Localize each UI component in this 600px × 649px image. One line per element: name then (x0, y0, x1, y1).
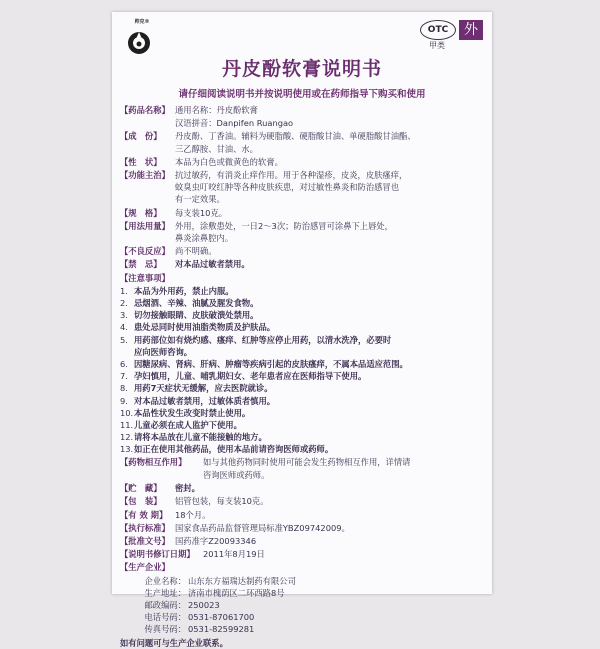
caution-text: 儿童必须在成人监护下使用。 (134, 420, 242, 431)
manufacturer-item (120, 623, 486, 635)
manufacturer-item (120, 575, 486, 587)
caution-item (120, 419, 486, 431)
manufacturer-heading: 【生产企业】 (120, 562, 170, 573)
caution-text: 对本品过敏者禁用，过敏体质者慎用。 (134, 395, 276, 406)
manufacturer-field-value: 0531-87061700 (188, 612, 255, 623)
caution-number: 11. (120, 420, 134, 431)
caution-text: 因糖尿病、肾病、肝病、肿瘤等疾病引起的皮肤瘙痒，不属本品适应范围。 (134, 359, 408, 370)
contact-footer: 如有问题可与生产企业联系。 (120, 637, 228, 648)
caution-number: 3. (120, 310, 128, 321)
caution-number: 7. (120, 371, 128, 382)
otc-class-label: 甲类 (429, 41, 445, 50)
caution-item (120, 297, 486, 309)
manufacturer-item (120, 599, 486, 611)
caution-item (120, 431, 486, 443)
cautions-list (120, 285, 486, 456)
usage-label: 【用法用量】 (120, 220, 170, 231)
caution-text: 患处忌同时使用油脂类物质及护肤品。 (134, 322, 276, 333)
usage-text: 鼻炎涂鼻腔内。 (175, 233, 234, 244)
cautions-heading: 【注意事项】 (120, 272, 170, 283)
caution-number: 13. (120, 444, 134, 455)
document-subtitle: 请仔细阅读说明书并按说明使用或在药师指导下购买和使用 (178, 89, 426, 100)
standard-label: 【执行标准】 (120, 522, 170, 533)
indication-text: 抗过敏药，有消炎止痒作用。用于各种湿疹，皮炎，皮肤瘙痒， (175, 170, 408, 181)
caution-text: 用药部位如有烧灼感、瘙痒、红肿等应停止用药，以清水洗净，必要时 (134, 334, 392, 345)
caution-item (120, 334, 486, 346)
manufacturer-field-label: 电话号码： (144, 612, 186, 623)
otc-badge: OTC (420, 20, 456, 40)
caution-number: 6. (120, 359, 128, 370)
validity-label: 【有 效 期】 (120, 509, 168, 520)
brand-logo-icon (126, 30, 152, 56)
caution-item (120, 395, 486, 407)
document-title: 丹皮酚软膏说明书 (221, 58, 382, 80)
caution-text: 用药7天症状无缓解，应去医院就诊。 (134, 383, 273, 394)
package-label: 【包 装】 (120, 496, 162, 507)
ingredients-label: 【成 份】 (120, 131, 162, 142)
external-use-badge: 外 (459, 20, 483, 40)
caution-text: 切勿接触眼睛、皮肤破溃处禁用。 (134, 310, 259, 321)
indication-text: 有一定效果。 (175, 194, 225, 205)
spec-row (120, 207, 486, 219)
caution-number: 1. (120, 285, 128, 296)
properties-label: 【性 状】 (120, 156, 162, 167)
interaction-text: 如与其他药物同时使用可能会发生药物相互作用，详情请 (203, 456, 411, 467)
drug-pinyin-row (120, 117, 486, 129)
approval-text: 国药准字Z20093346 (175, 535, 257, 546)
spec-label: 【规 格】 (120, 207, 162, 218)
drug-name-label: 【药品名称】 (120, 105, 170, 115)
manufacturer-field-value: 250023 (188, 599, 220, 610)
caution-text: 本品为外用药，禁止内服。 (134, 285, 234, 296)
indication-label: 【功能主治】 (120, 170, 170, 181)
manufacturer-field-value: 济南市槐荫区二环西路8号 (188, 587, 285, 598)
interaction-row-2 (120, 469, 486, 481)
caution-item (120, 358, 486, 370)
approval-label: 【批准文号】 (120, 535, 170, 546)
ingredients-text: 丹皮酚、丁香油。辅料为硬脂酸、硬脂酸甘油、单硬脂酸甘油酯、 (175, 131, 416, 142)
caution-item (120, 309, 486, 321)
drug-name-row (120, 104, 486, 116)
interaction-label: 【药物相互作用】 (120, 456, 187, 467)
ingredients-row (120, 130, 486, 154)
standard-row (120, 522, 486, 534)
spec-text: 每支装10克。 (175, 207, 228, 218)
drug-pinyin: 汉语拼音：Danpifen Ruangao (175, 118, 294, 129)
caution-number: 4. (120, 322, 128, 333)
usage-text: 外用，涂敷患处，一日2～3次；防治感冒可涂鼻下上唇处， (175, 220, 393, 231)
storage-text: 密封。 (175, 483, 200, 494)
manufacturer-field-label: 邮政编码： (144, 599, 186, 610)
manufacturer-field-label: 传真号码： (144, 624, 186, 635)
interaction-text: 咨询医师或药师。 (203, 469, 270, 480)
caution-number: 9. (120, 395, 128, 406)
drug-common-name: 通用名称：丹皮酚软膏 (175, 105, 258, 115)
revision-row (120, 548, 486, 560)
usage-row (120, 220, 486, 244)
standard-text: 国家食品药品监督管理局标准YBZ09742009。 (175, 522, 350, 533)
revision-label: 【说明书修订日期】 (120, 549, 195, 560)
manufacturer-item (120, 611, 486, 623)
caution-item (120, 407, 486, 419)
indication-row (120, 169, 486, 206)
caution-item (120, 443, 486, 455)
approval-row (120, 535, 486, 547)
contraindication-text: 对本品过敏者禁用。 (175, 259, 250, 270)
validity-text: 18个月。 (175, 509, 211, 520)
brand-name: 帅克® (134, 19, 150, 25)
properties-row (120, 156, 486, 168)
caution-item (120, 321, 486, 333)
package-text: 铝管包装，每支装10克。 (175, 496, 269, 507)
manufacturer-field-value: 山东东方福瑞达制药有限公司 (188, 575, 296, 586)
indication-text: 蚊臭虫叮咬红肿等各种皮肤疾患，对过敏性鼻炎和防治感冒也 (175, 182, 400, 193)
storage-label: 【贮 藏】 (120, 483, 162, 494)
caution-number: 12. (120, 432, 134, 443)
caution-text: 应向医师咨询。 (134, 346, 193, 357)
leaflet-sheet (112, 12, 492, 648)
adverse-row (120, 245, 486, 257)
leaflet-content (120, 104, 486, 649)
manufacturer-field-label: 生产地址： (144, 587, 186, 598)
manufacturer-field-label: 企业名称： (144, 575, 186, 586)
manufacturer-item (120, 587, 486, 599)
caution-item (120, 370, 486, 382)
storage-row (120, 482, 486, 494)
caution-number: 5. (120, 334, 128, 345)
validity-row (120, 509, 486, 521)
manufacturer-field-value: 0531-82599281 (188, 624, 255, 635)
caution-text: 本品性状发生改变时禁止使用。 (134, 407, 251, 418)
caution-number: 2. (120, 298, 128, 309)
ingredients-text: 三乙醇胺、甘油、水。 (175, 143, 258, 154)
contraindication-label: 【禁 忌】 (120, 259, 162, 270)
adverse-label: 【不良反应】 (120, 246, 170, 257)
caution-item (120, 382, 486, 394)
caution-number (120, 346, 134, 358)
interaction-row (120, 456, 486, 468)
caution-text: 请将本品放在儿童不能接触的地方。 (134, 432, 267, 443)
caution-item (120, 285, 486, 297)
package-row (120, 495, 486, 507)
caution-number: 10. (120, 407, 134, 418)
manufacturer-list (120, 575, 486, 636)
caution-text: 如正在使用其他药品，使用本品前请咨询医师或药师。 (134, 444, 334, 455)
caution-text: 孕妇慎用，儿童、哺乳期妇女、老年患者应在医师指导下使用。 (134, 371, 367, 382)
revision-text: 2011年8月19日 (203, 549, 265, 560)
adverse-text: 尚不明确。 (175, 246, 217, 257)
contraindication-row (120, 258, 486, 270)
caution-number: 8. (120, 383, 128, 394)
caution-text: 忌烟酒、辛辣、油腻及腥发食物。 (134, 298, 259, 309)
properties-text: 本品为白色或微黄色的软膏。 (175, 156, 283, 167)
caution-item (120, 346, 486, 358)
